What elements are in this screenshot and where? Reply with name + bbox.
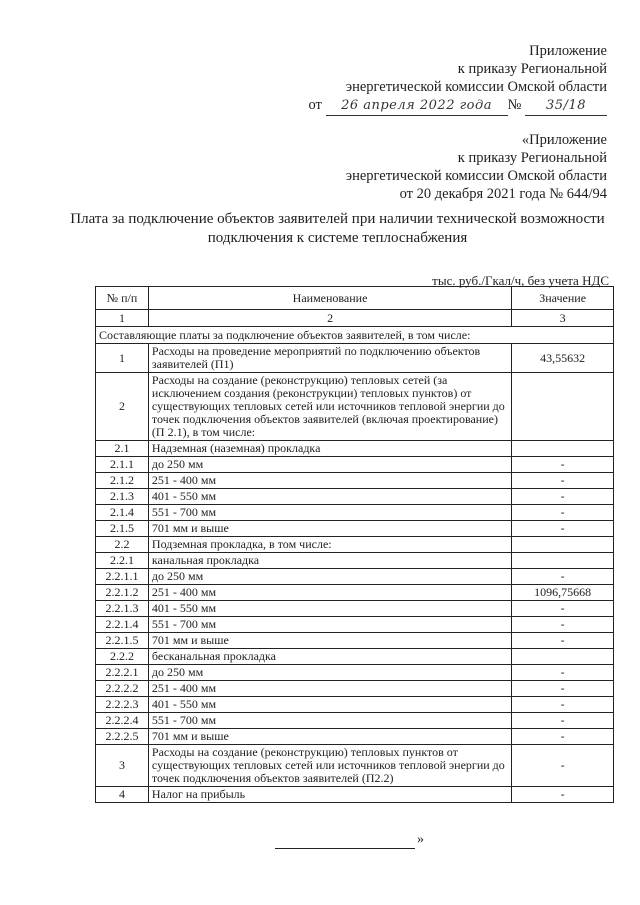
table-row bbox=[96, 633, 614, 649]
row-number: 2.1.3 bbox=[96, 489, 149, 505]
column-header: № п/п bbox=[96, 287, 149, 310]
row-value: - bbox=[512, 569, 614, 585]
row-value: 1096,75668 bbox=[512, 585, 614, 601]
row-name: 551 - 700 мм bbox=[148, 505, 511, 521]
row-name: Надземная (наземная) прокладка bbox=[148, 441, 511, 457]
row-number: 2.2.2.1 bbox=[96, 665, 149, 681]
header-line: энергетической комиссии Омской области bbox=[345, 79, 607, 95]
table-row bbox=[96, 649, 614, 665]
header-line: «Приложение bbox=[521, 132, 607, 148]
date-prefix: от bbox=[308, 97, 322, 113]
table-row bbox=[96, 489, 614, 505]
table-row bbox=[96, 553, 614, 569]
row-number: 2.1.5 bbox=[96, 521, 149, 537]
table-row bbox=[96, 537, 614, 553]
header-line: к приказу Региональной bbox=[457, 150, 607, 166]
order-header bbox=[309, 42, 608, 116]
row-name: 401 - 550 мм bbox=[148, 489, 511, 505]
row-number: 2.1.1 bbox=[96, 457, 149, 473]
row-number: 2.2.2.4 bbox=[96, 713, 149, 729]
header-line: от 20 декабря 2021 года № 644/94 bbox=[399, 186, 607, 202]
row-number: 4 bbox=[96, 787, 149, 803]
row-value: - bbox=[512, 521, 614, 537]
row-name: до 250 мм bbox=[148, 665, 511, 681]
row-name: Расходы на создание (реконструкцию) тепловых сетей (за исключением создания (реконструкции) тепловых пунктов) от существующих тепловых сетей или источников тепловой энергии до точек подключения объектов заявителей (включая проектирование) (П 2.1), в том числе: bbox=[148, 373, 511, 441]
row-number: 2.2.1.3 bbox=[96, 601, 149, 617]
column-number: 1 bbox=[96, 310, 149, 327]
row-name: канальная прокладка bbox=[148, 553, 511, 569]
row-value bbox=[512, 441, 614, 457]
table-row bbox=[96, 713, 614, 729]
header-line: к приказу Региональной bbox=[457, 61, 607, 77]
row-number: 2.2.1.4 bbox=[96, 617, 149, 633]
row-value: - bbox=[512, 601, 614, 617]
column-header: Наименование bbox=[148, 287, 511, 310]
row-name: 551 - 700 мм bbox=[148, 713, 511, 729]
table-row bbox=[96, 681, 614, 697]
table-row bbox=[96, 617, 614, 633]
row-value: - bbox=[512, 787, 614, 803]
row-number: 3 bbox=[96, 745, 149, 787]
number-prefix: № bbox=[507, 97, 522, 113]
row-name: бесканальная прокладка bbox=[148, 649, 511, 665]
table-row bbox=[96, 521, 614, 537]
row-number: 1 bbox=[96, 344, 149, 373]
row-value: - bbox=[512, 729, 614, 745]
table-row bbox=[96, 457, 614, 473]
row-value bbox=[512, 649, 614, 665]
document-title: Плата за подключение объектов заявителей при наличии технической возможности подключения к системе теплоснабжения bbox=[70, 211, 605, 246]
units-note: тыс. руб./Гкал/ч, без учета НДС bbox=[432, 273, 609, 288]
table-row bbox=[96, 729, 614, 745]
handwritten-number: 35/18 bbox=[525, 97, 607, 116]
row-name: 251 - 400 мм bbox=[148, 473, 511, 489]
header-line: энергетической комиссии Омской области bbox=[345, 168, 607, 184]
row-name: Подземная прокладка, в том числе: bbox=[148, 537, 511, 553]
row-value: - bbox=[512, 665, 614, 681]
table-row bbox=[96, 473, 614, 489]
table-column-numbers-row bbox=[96, 310, 614, 327]
closing-quote: » bbox=[417, 832, 424, 847]
row-number: 2.1.4 bbox=[96, 505, 149, 521]
row-number: 2.2.1.2 bbox=[96, 585, 149, 601]
table-section-row bbox=[96, 327, 614, 344]
header-line: Приложение bbox=[529, 43, 607, 59]
row-value: - bbox=[512, 473, 614, 489]
row-name: 251 - 400 мм bbox=[148, 681, 511, 697]
section-label: Составляющие платы за подключение объектов заявителей, в том числе: bbox=[96, 327, 614, 344]
table-row bbox=[96, 373, 614, 441]
row-value bbox=[512, 553, 614, 569]
row-name: 701 мм и выше bbox=[148, 633, 511, 649]
row-name: 401 - 550 мм bbox=[148, 697, 511, 713]
table-row bbox=[96, 505, 614, 521]
row-name: Расходы на проведение мероприятий по подключению объектов заявителей (П1) bbox=[148, 344, 511, 373]
row-value: - bbox=[512, 633, 614, 649]
row-value: - bbox=[512, 713, 614, 729]
table-row bbox=[96, 569, 614, 585]
row-name: 551 - 700 мм bbox=[148, 617, 511, 633]
table-header-row bbox=[96, 287, 614, 310]
previous-order-header bbox=[346, 131, 607, 203]
table-row bbox=[96, 344, 614, 373]
row-number: 2.2.1 bbox=[96, 553, 149, 569]
table-row bbox=[96, 697, 614, 713]
table-row bbox=[96, 585, 614, 601]
row-value: - bbox=[512, 617, 614, 633]
table-row bbox=[96, 665, 614, 681]
row-number: 2.2.2 bbox=[96, 649, 149, 665]
column-header: Значение bbox=[512, 287, 614, 310]
column-number: 2 bbox=[148, 310, 511, 327]
row-number: 2.1 bbox=[96, 441, 149, 457]
row-number: 2.2.1.1 bbox=[96, 569, 149, 585]
row-name: 701 мм и выше bbox=[148, 521, 511, 537]
table-row bbox=[96, 745, 614, 787]
handwritten-date: 26 апреля 2022 года bbox=[326, 97, 508, 116]
row-number: 2.2.2.5 bbox=[96, 729, 149, 745]
row-number: 2.2.1.5 bbox=[96, 633, 149, 649]
row-number: 2.2.2.3 bbox=[96, 697, 149, 713]
order-date-line bbox=[309, 96, 608, 116]
row-number: 2.1.2 bbox=[96, 473, 149, 489]
fee-table-body bbox=[96, 287, 614, 803]
row-name: 251 - 400 мм bbox=[148, 585, 511, 601]
row-value: - bbox=[512, 489, 614, 505]
row-name: Налог на прибыль bbox=[148, 787, 511, 803]
row-value bbox=[512, 537, 614, 553]
row-value: - bbox=[512, 457, 614, 473]
row-value: - bbox=[512, 681, 614, 697]
fee-table bbox=[95, 286, 614, 803]
column-number: 3 bbox=[512, 310, 614, 327]
row-number: 2.2 bbox=[96, 537, 149, 553]
row-name: до 250 мм bbox=[148, 569, 511, 585]
table-row bbox=[96, 601, 614, 617]
row-name: 701 мм и выше bbox=[148, 729, 511, 745]
row-name: до 250 мм bbox=[148, 457, 511, 473]
row-value bbox=[512, 373, 614, 441]
row-name: Расходы на создание (реконструкцию) тепловых пунктов от существующих тепловых сетей или источников тепловой энергии до точек подключения объектов заявителей (П2.2) bbox=[148, 745, 511, 787]
table-row bbox=[96, 787, 614, 803]
table-row bbox=[96, 441, 614, 457]
row-value: 43,55632 bbox=[512, 344, 614, 373]
row-number: 2.2.2.2 bbox=[96, 681, 149, 697]
row-value: - bbox=[512, 505, 614, 521]
row-value: - bbox=[512, 745, 614, 787]
closing-rule bbox=[275, 838, 415, 849]
row-name: 401 - 550 мм bbox=[148, 601, 511, 617]
row-value: - bbox=[512, 697, 614, 713]
row-number: 2 bbox=[96, 373, 149, 441]
